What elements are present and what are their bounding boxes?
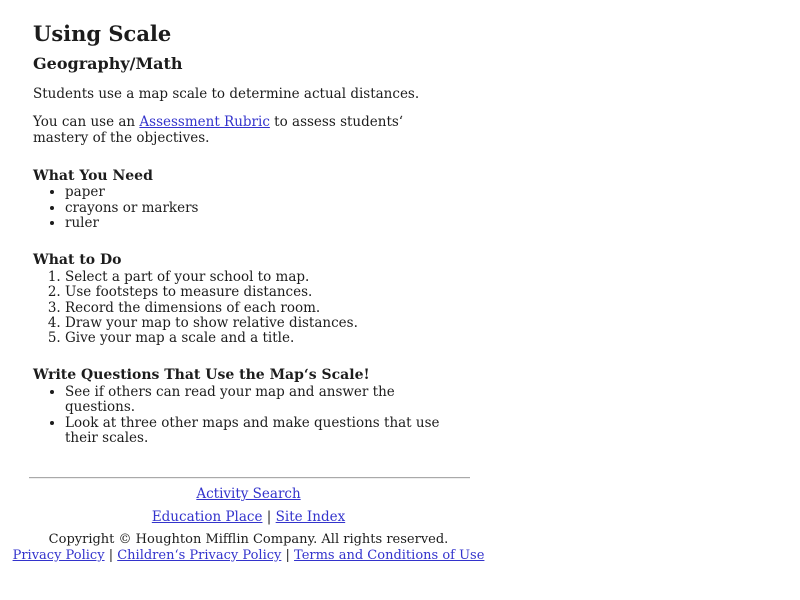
step-item: 5. Give your map a scale and a title. [65,331,453,346]
education-place-link[interactable]: Education Place [151,509,263,526]
what-you-need-heading: What You Need [33,167,153,184]
step-item: 2. Use footsteps to measure distances. [65,285,453,300]
footer [0,486,497,563]
site-index-link[interactable]: Site Index [275,509,346,526]
list-item: • See if others can read your map and answer the questions. [65,385,453,416]
what-to-do-list [33,270,453,346]
write-questions-list [33,385,453,446]
intro-paragraph: Students use a map scale to determine actual distances. [33,85,420,102]
pipe-separator: | [108,547,114,563]
what-you-need-list [33,185,453,231]
rubric-text-post: to assess students‘ mastery of the objectives. [33,114,404,146]
page-title: Using Scale [33,21,172,46]
terms-link[interactable]: Terms and Conditions of Use [294,547,485,563]
legal-links-row [0,548,497,563]
list-item: • crayons or markers [65,201,453,216]
list-item: • paper [65,185,453,200]
list-item: • ruler [65,216,453,231]
privacy-policy-link[interactable]: Privacy Policy [12,547,105,563]
copyright-text: Copyright © Houghton Mifflin Company. All rights reserved. [48,532,449,548]
pipe-separator: | [266,509,272,526]
write-questions-heading: Write Questions That Use the Map‘s Scale! [33,367,370,384]
assessment-rubric-link[interactable]: Assessment Rubric [139,114,270,131]
site-nav-row [0,509,497,525]
step-item: 1. Select a part of your school to map. [65,270,453,285]
step-item: 4. Draw your map to show relative distances. [65,316,453,331]
list-item: • Look at three other maps and make questions that use their scales. [65,416,453,447]
activity-search-row [0,486,497,502]
childrens-privacy-policy-link[interactable]: Children‘s Privacy Policy [117,547,282,563]
page-subtitle: Geography/Math [33,54,183,74]
main-content [0,22,453,446]
rubric-text-pre: You can use an [33,114,140,131]
pipe-separator: | [285,547,290,563]
activity-search-link[interactable]: Activity Search [196,486,301,503]
rubric-paragraph [33,115,453,146]
footer-divider [29,477,470,479]
step-item: 3. Record the dimensions of each room. [65,301,453,316]
what-to-do-heading: What to Do [33,252,122,269]
